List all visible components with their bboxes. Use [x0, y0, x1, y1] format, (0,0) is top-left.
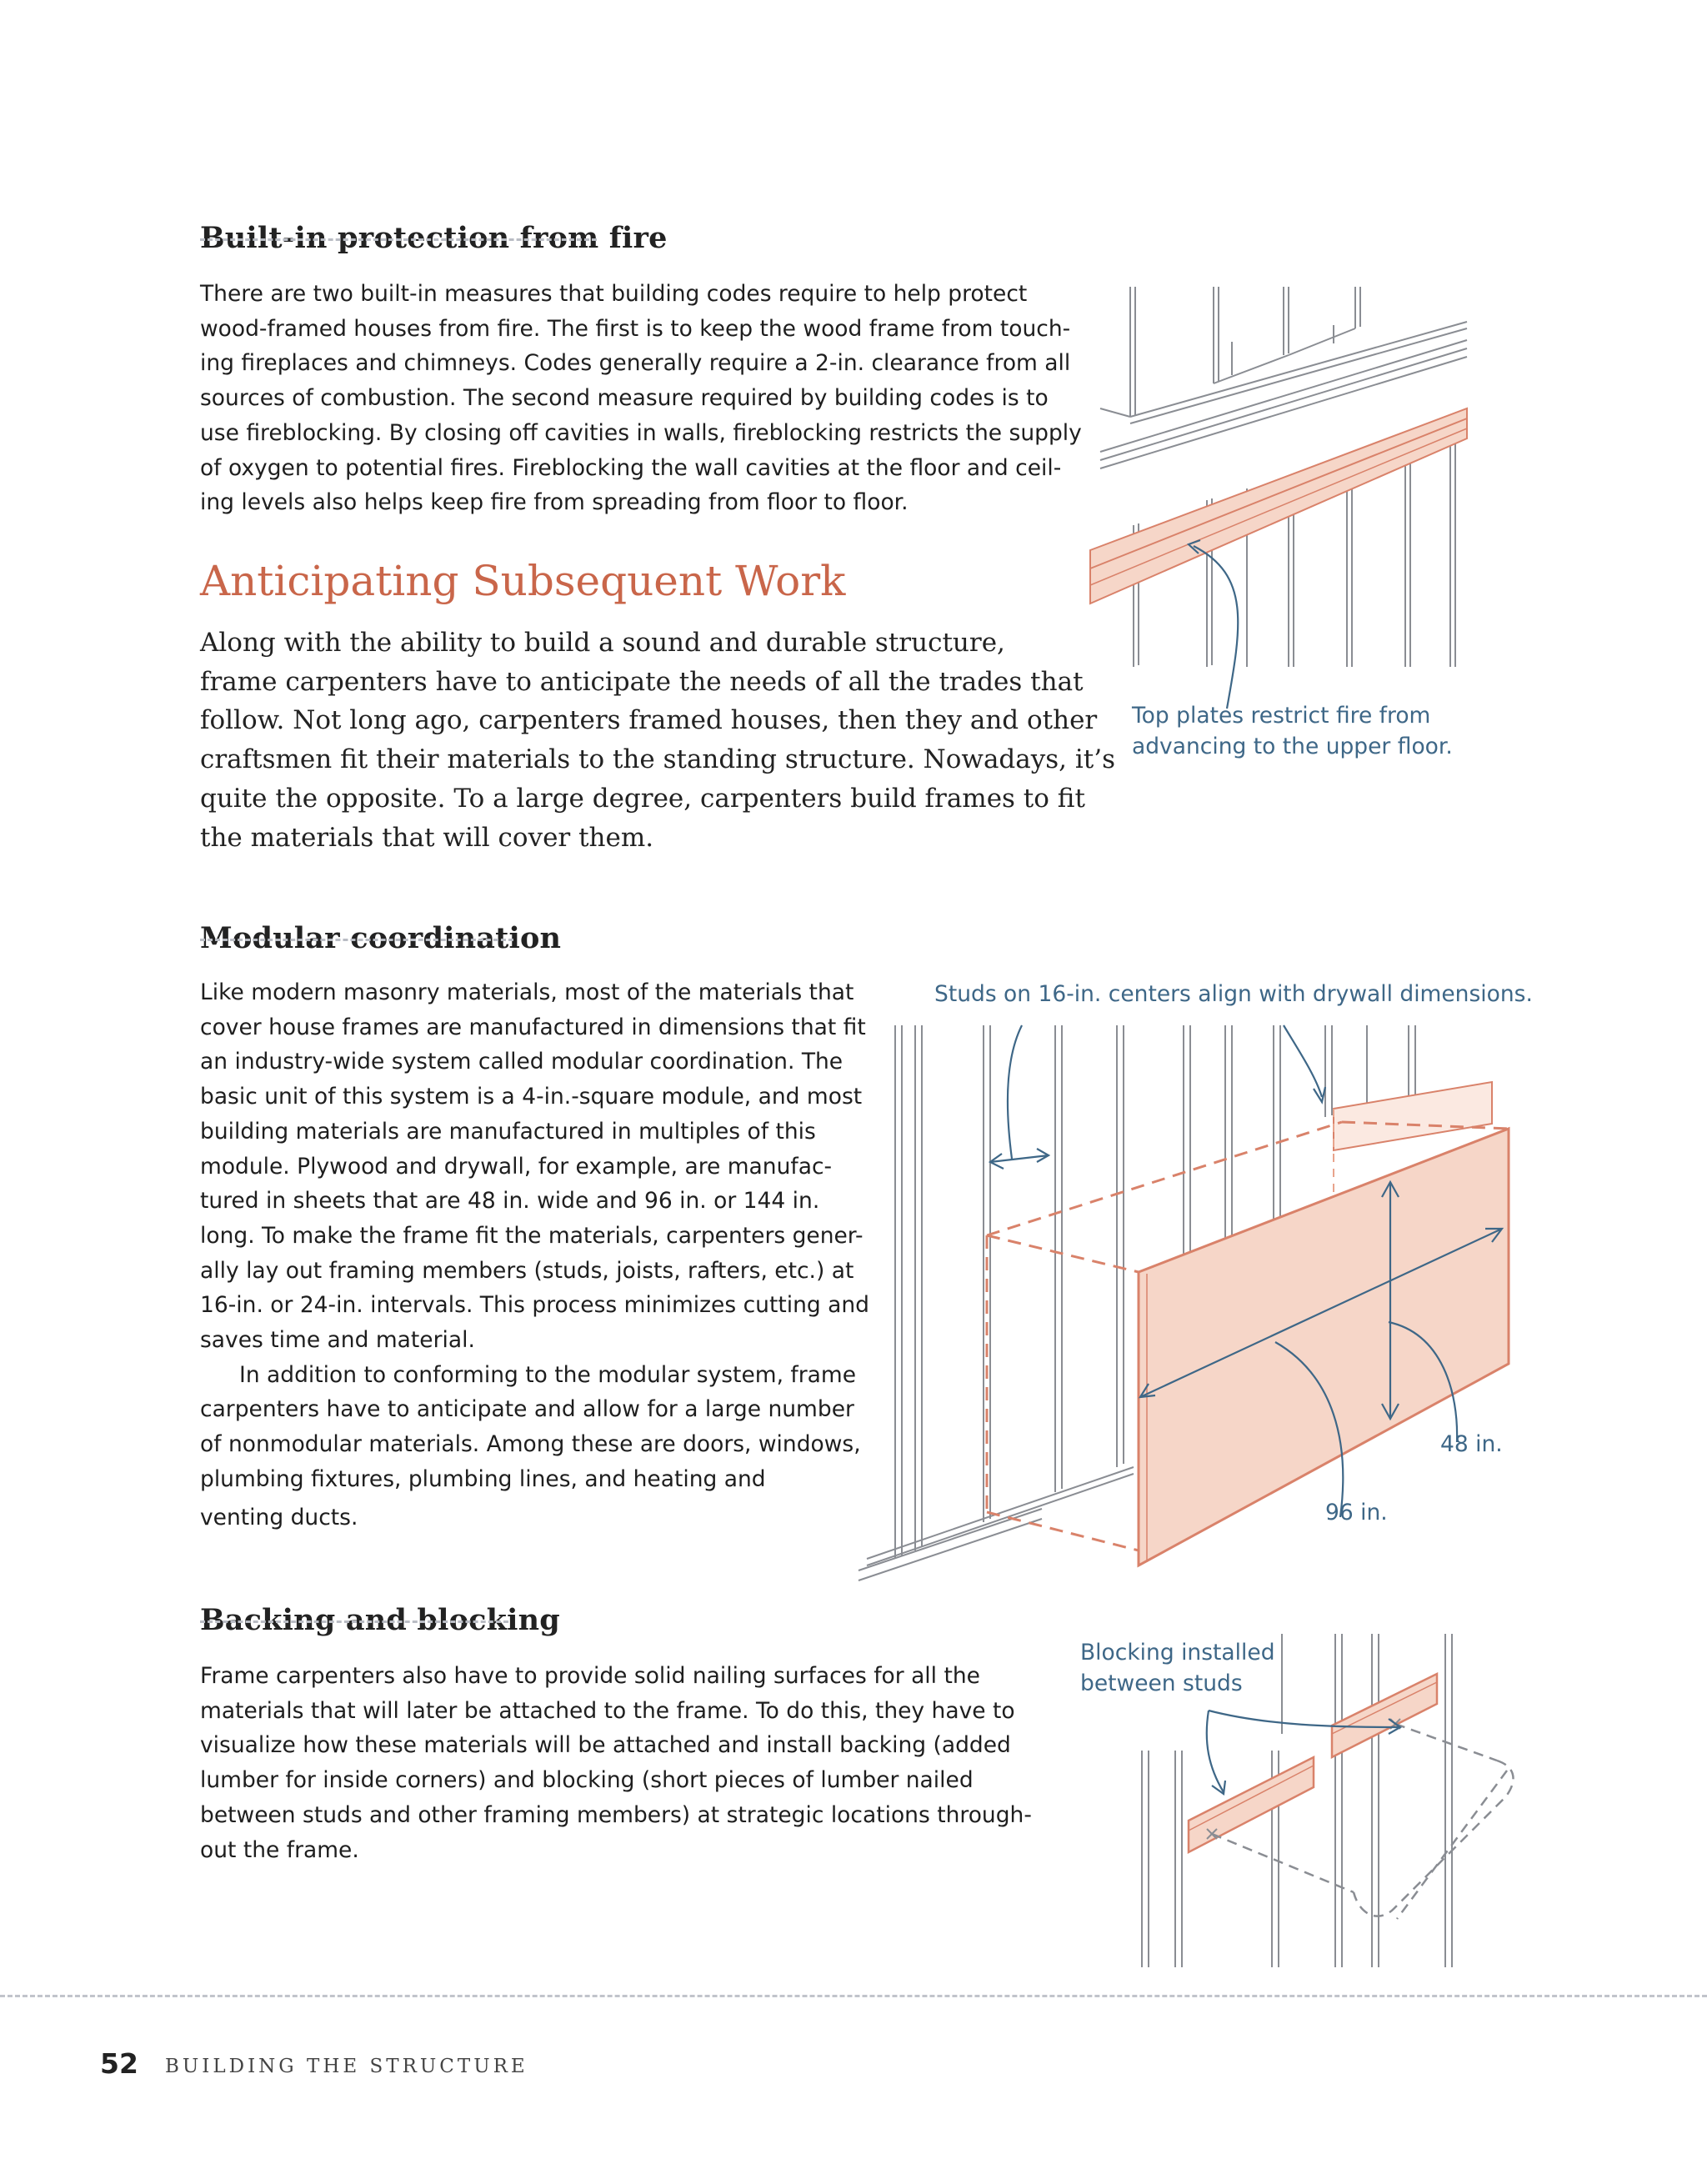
text-line: ally lay out framing members (studs, joists, rafters, etc.) at: [200, 1257, 854, 1284]
drywall-sheet-front: [1139, 1129, 1509, 1565]
heading-rule: [200, 939, 513, 941]
text-line: materials that will later be attached to the frame. To do this, they have to: [200, 1697, 1015, 1724]
grab-bar: [1212, 1724, 1513, 1919]
caption-line: between studs: [1080, 1671, 1243, 1696]
text-line: visualize how these materials will be attached and install backing (added: [200, 1732, 1011, 1759]
text-line: frame carpenters have to anticipate the needs of all the trades that: [200, 666, 1084, 697]
text-line: building materials are manufactured in multiples of this: [200, 1118, 816, 1145]
section-heading-modular: Modular coordination: [200, 921, 562, 955]
text-line: Along with the ability to build a sound and durable structure,: [200, 628, 1005, 658]
text-line: In addition to conforming to the modular system, frame: [239, 1361, 856, 1388]
caption-line: Blocking installed: [1080, 1640, 1275, 1666]
blocking-illustration: [1125, 1634, 1559, 1967]
blocking-piece-right: [1332, 1674, 1437, 1757]
text-line: use fireblocking. By closing off cavities in walls, fireblocking restricts the supply: [200, 419, 1082, 446]
caption-line: Top plates restrict fire from: [1132, 703, 1431, 729]
text-line: plumbing fixtures, plumbing lines, and heating and: [200, 1465, 766, 1492]
callout-arrow: [1194, 546, 1238, 709]
text-line: quite the opposite. To a large degree, carpenters build frames to fit: [200, 783, 1085, 814]
text-line: ing levels also helps keep fire from spreading from floor to floor.: [200, 489, 909, 516]
text-line: There are two built-in measures that building codes require to help protect: [200, 281, 1028, 307]
caption-top-plates: [1132, 700, 1453, 762]
text-line: of nonmodular materials. Among these are doors, windows,: [200, 1431, 861, 1458]
text-line: an industry-wide system called modular coordination. The: [200, 1049, 843, 1075]
studs-drywall-illustration: [859, 1025, 1525, 1584]
modular-paragraph: [200, 975, 869, 1535]
text-line: out the frame.: [200, 1836, 359, 1863]
text-line: 16-in. or 24-in. intervals. This process minimizes cutting and: [200, 1292, 869, 1319]
caption-studs: Studs on 16-in. centers align with drywall dimensions.: [934, 981, 1533, 1007]
label-48-in: 48 in.: [1440, 1431, 1503, 1457]
text-line: carpenters have to anticipate and allow for a large number: [200, 1396, 854, 1423]
heading-rule: [200, 238, 597, 241]
text-line: sources of combustion. The second measure required by building codes is to: [200, 385, 1049, 412]
fire-paragraph: [200, 277, 1082, 520]
top-plates-illustration: [1084, 275, 1475, 692]
text-line: wood-framed houses from fire. The first is to keep the wood frame from touch-: [200, 315, 1071, 342]
section-heading-fire: Built-in protection from fire: [200, 221, 668, 255]
text-line: ing fireplaces and chimneys. Codes generally require a 2-in. clearance from all: [200, 350, 1071, 377]
section-heading-backing: Backing and blocking: [200, 1603, 560, 1637]
text-line: cover house frames are manufactured in dimensions that fit: [200, 1014, 866, 1040]
text-line: module. Plywood and drywall, for example, are manufac-: [200, 1153, 833, 1180]
text-line: tured in sheets that are 48 in. wide and 96 in. or 144 in.: [200, 1188, 820, 1215]
page-number: 52: [100, 2047, 138, 2080]
text-line: between studs and other framing members) at strategic locations through-: [200, 1801, 1032, 1828]
backing-paragraph: [200, 1659, 1032, 1867]
text-line: craftsmen fit their materials to the standing structure. Nowadays, it’s: [200, 744, 1116, 775]
text-line: saves time and material.: [200, 1327, 475, 1354]
intro-paragraph: [200, 624, 1115, 857]
footer-rule: [0, 1995, 1707, 1997]
heading-rule: [200, 1620, 508, 1623]
text-line: lumber for inside corners) and blocking (short pieces of lumber nailed: [200, 1767, 974, 1794]
caption-line: advancing to the upper floor.: [1132, 734, 1453, 759]
text-line: long. To make the frame fit the materials, carpenters gener-: [200, 1222, 864, 1249]
chapter-section-title: Anticipating Subsequent Work: [200, 557, 846, 605]
text-line: basic unit of this system is a 4-in.-square module, and most: [200, 1084, 863, 1110]
text-line: follow. Not long ago, carpenters framed houses, then they and other: [200, 705, 1098, 736]
label-96-in: 96 in.: [1325, 1500, 1388, 1525]
text-line: of oxygen to potential fires. Fireblocking the wall cavities at the floor and ceil-: [200, 454, 1062, 481]
running-head: BUILDING THE STRUCTURE: [165, 2056, 528, 2077]
text-line: the materials that will cover them.: [200, 822, 654, 853]
text-line: Like modern masonry materials, most of the materials that: [200, 979, 854, 1005]
text-line: venting ducts.: [200, 1504, 358, 1530]
text-line: Frame carpenters also have to provide solid nailing surfaces for all the: [200, 1663, 980, 1689]
